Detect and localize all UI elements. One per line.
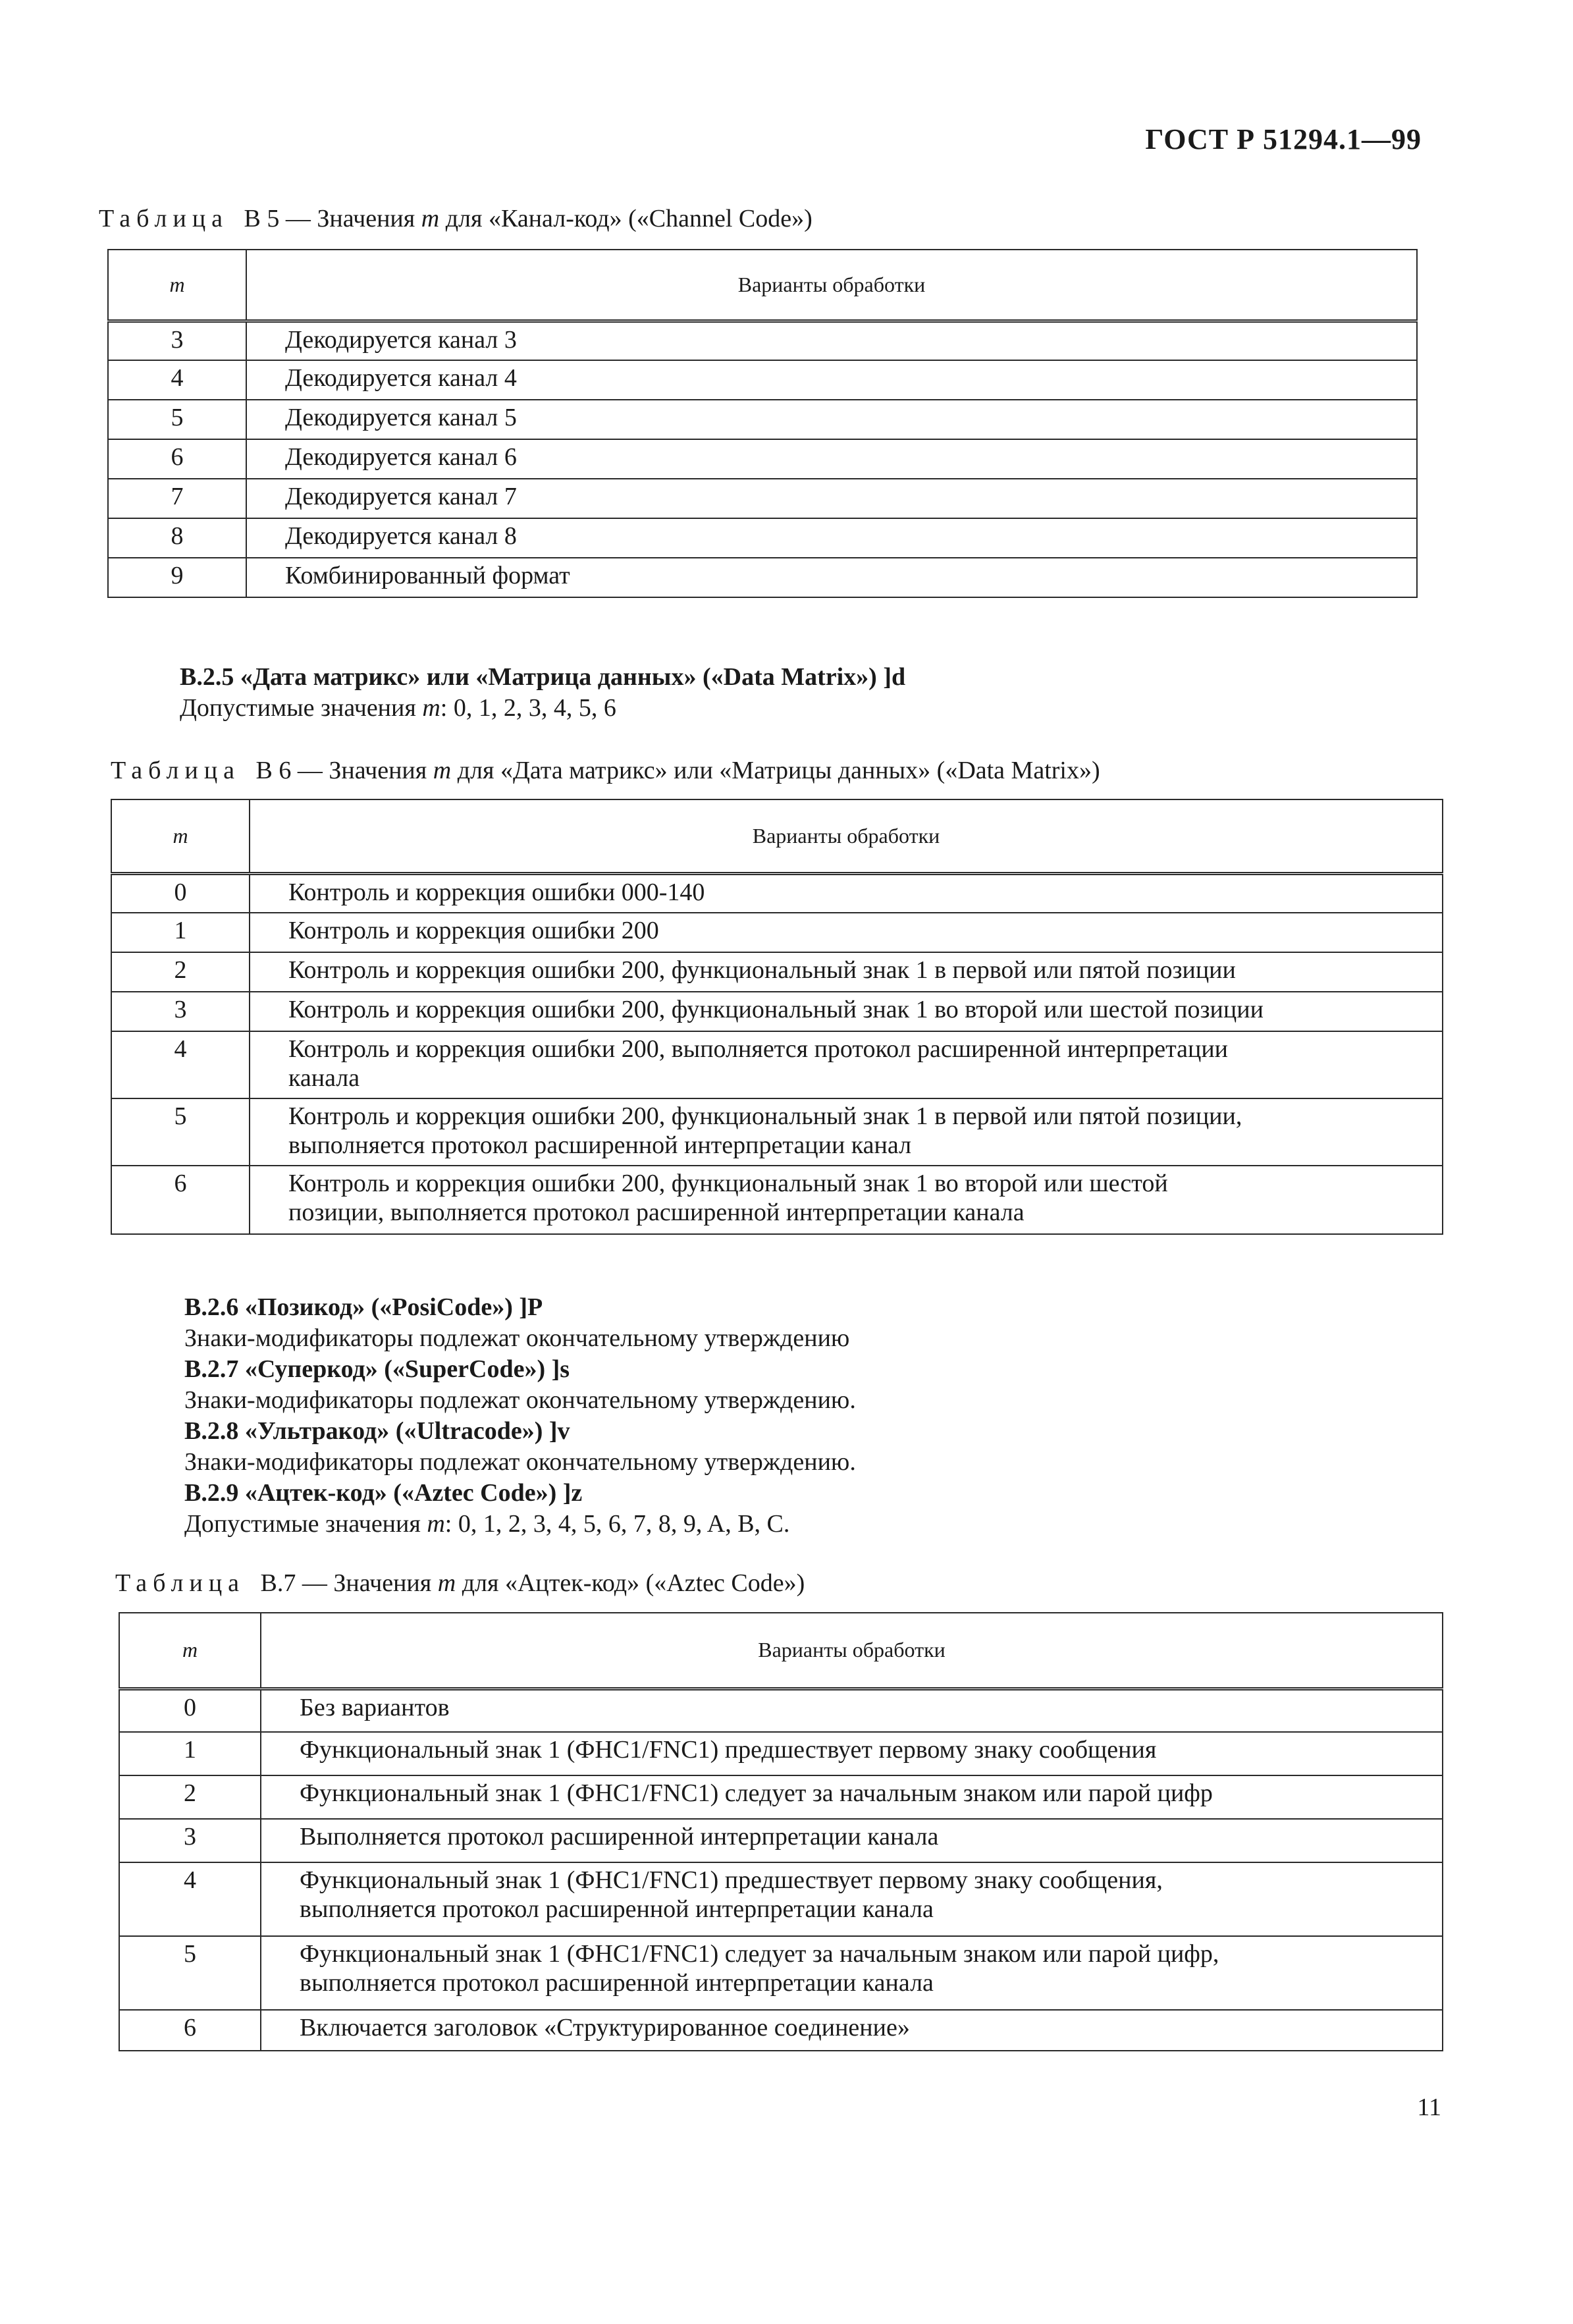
table7-cell-line: Выполняется протокол расширенной интерпретации канала (300, 1823, 939, 1851)
table7-cell-m: 3 (119, 1819, 261, 1862)
table-row (119, 2010, 1443, 2051)
table6-cell-line: позиции, выполняется протокол расширенной интерпретации канала (288, 1199, 1025, 1227)
table-row (119, 1862, 1443, 1936)
table6-cell-text (250, 1098, 1443, 1166)
section-b25-allowed (180, 693, 905, 724)
table7-cell-line: Включается заголовок «Структурированное соединение» (300, 2014, 910, 2041)
table5-cell-text: Декодируется канал 5 (246, 400, 1417, 439)
table5-cell-text: Декодируется канал 7 (246, 479, 1417, 518)
table5-caption-var: m (421, 205, 440, 232)
table-row (119, 1819, 1443, 1862)
table7-cell-m: 4 (119, 1862, 261, 1936)
table-row (111, 1166, 1443, 1234)
table5-caption-number: В 5 — (244, 205, 311, 232)
table6-cell-line: Контроль и коррекция ошибки 200, функциональный знак 1 в первой или пятой позиции (288, 956, 1236, 984)
table5-col-m: m (108, 250, 246, 321)
table6-cell-text (250, 913, 1443, 952)
table5-cell-m: 3 (108, 321, 246, 360)
table6-cell-line: Контроль и коррекция ошибки 200, функциональный знак 1 во второй или шестой (288, 1170, 1168, 1197)
table6-caption (111, 756, 1100, 785)
table6-cell-m: 2 (111, 952, 250, 992)
table-row (111, 1031, 1443, 1098)
table7-cell-text (261, 1819, 1443, 1862)
section-b27-text: Знаки-модификаторы подлежат окончательному утверждению. (184, 1386, 856, 1414)
table6-col-variants: Варианты обработки (250, 799, 1443, 873)
table6-cell-text (250, 952, 1443, 992)
table7-cell-text (261, 1862, 1443, 1936)
table-row (111, 873, 1443, 913)
table7-cell-line: выполняется протокол расширенной интерпретации канала (300, 1895, 934, 1924)
table6-caption-var: m (433, 757, 452, 784)
table6-cell-m: 5 (111, 1098, 250, 1166)
table5-cell-text: Декодируется канал 3 (246, 321, 1417, 360)
table7-cell-m: 1 (119, 1732, 261, 1775)
table5-caption-rest: для «Канал-код» («Channel Code») (445, 205, 813, 232)
table6-cell-text (250, 873, 1443, 913)
table5-cell-text: Комбинированный формат (246, 558, 1417, 597)
table5-cell-m: 7 (108, 479, 246, 518)
table6-cell-line: Контроль и коррекция ошибки 200, функциональный знак 1 в первой или пятой позиции, (288, 1102, 1242, 1130)
table5-cell-text: Декодируется канал 6 (246, 439, 1417, 479)
table7-cell-text (261, 1775, 1443, 1819)
table7-cell-m: 6 (119, 2010, 261, 2051)
allowed-prefix: Допустимые значения (180, 694, 416, 722)
table7 (119, 1612, 1443, 2051)
section-b28-text: Знаки-модификаторы подлежат окончательному утверждению. (184, 1448, 856, 1476)
table7-cell-m: 0 (119, 1689, 261, 1732)
table-row (108, 439, 1417, 479)
table-row (108, 321, 1417, 360)
table-row (108, 518, 1417, 558)
allowed-prefix: Допустимые значения (184, 1510, 421, 1538)
table6 (111, 799, 1443, 1235)
page-number: 11 (1417, 2094, 1441, 2121)
table6-cell-m: 4 (111, 1031, 250, 1098)
table5-cell-m: 8 (108, 518, 246, 558)
table7-cell-text (261, 1732, 1443, 1775)
table6-cell-line: Контроль и коррекция ошибки 200, функциональный знак 1 во второй или шестой позиции (288, 996, 1264, 1023)
allowed-var: m (422, 694, 440, 722)
table-row (108, 558, 1417, 597)
section-b25-heading: В.2.5 «Дата матрикс» или «Матрица данных» («Data Matrix») ]d (180, 663, 906, 691)
allowed-var: m (427, 1510, 445, 1538)
table6-cell-line: канала (288, 1064, 360, 1093)
table-row (119, 1775, 1443, 1819)
section-b29-allowed (184, 1509, 856, 1540)
table-row (119, 1732, 1443, 1775)
table5-cell-m: 4 (108, 360, 246, 400)
table-row (108, 479, 1417, 518)
table6-caption-rest: для «Дата матрикс» или «Матрицы данных» («Data Matrix») (457, 757, 1100, 784)
table7-cell-text (261, 2010, 1443, 2051)
table6-col-m: m (111, 799, 250, 873)
table-row (119, 1936, 1443, 2010)
table7-cell-line: Функциональный знак 1 (ФНС1/FNC1) предшествует первому знаку сообщения, (300, 1866, 1163, 1894)
table6-cell-text (250, 992, 1443, 1031)
table7-caption-var: m (437, 1569, 456, 1597)
table6-cell-text (250, 1166, 1443, 1234)
table7-cell-text (261, 1936, 1443, 2010)
section-b29-heading: В.2.9 «Ацтек-код» («Aztec Code») ]z (184, 1479, 583, 1507)
table7-cell-line: Без вариантов (300, 1693, 450, 1721)
table7-cell-line: Функциональный знак 1 (ФНС1/FNC1) следует за начальным знаком или парой цифр (300, 1779, 1213, 1807)
table-row (108, 400, 1417, 439)
table7-col-variants: Варианты обработки (261, 1613, 1443, 1689)
section-b26-heading: В.2.6 «Позикод» («PosiCode») ]P (184, 1293, 543, 1321)
table6-cell-line: выполняется протокол расширенной интерпретации канал (288, 1131, 912, 1160)
table6-cell-line: Контроль и коррекция ошибки 000-140 (288, 878, 705, 906)
section-b26-text: Знаки-модификаторы подлежат окончательному утверждению (184, 1324, 850, 1352)
table-row (111, 913, 1443, 952)
table5-col-variants: Варианты обработки (246, 250, 1417, 321)
table-row (111, 952, 1443, 992)
allowed-values: : 0, 1, 2, 3, 4, 5, 6 (440, 694, 616, 722)
table7-caption-prefix: Значения (333, 1569, 432, 1597)
table6-caption-number: В 6 — (255, 757, 323, 784)
table7-caption-rest: для «Ацтек-код» («Aztec Code») (462, 1569, 805, 1597)
table6-caption-prefix: Значения (329, 757, 427, 784)
table6-cell-m: 1 (111, 913, 250, 952)
table7-cell-m: 2 (119, 1775, 261, 1819)
table7-cell-m: 5 (119, 1936, 261, 2010)
section-b25 (180, 662, 905, 724)
table6-cell-text (250, 1031, 1443, 1098)
table6-cell-m: 3 (111, 992, 250, 1031)
table5-caption-prefix: Значения (317, 205, 415, 232)
table-row (111, 992, 1443, 1031)
table5-cell-m: 9 (108, 558, 246, 597)
section-b28-heading: В.2.8 «Ультракод» («Ultracode») ]v (184, 1417, 570, 1445)
table7-cell-line: Функциональный знак 1 (ФНС1/FNC1) предшествует первому знаку сообщения (300, 1736, 1157, 1764)
table5-cell-m: 5 (108, 400, 246, 439)
table5-cell-text: Декодируется канал 4 (246, 360, 1417, 400)
table5-cell-m: 6 (108, 439, 246, 479)
table5-caption-label: Таблица (99, 205, 229, 232)
table5-cell-text: Декодируется канал 8 (246, 518, 1417, 558)
sections-b26-b29 (184, 1292, 856, 1540)
table6-cell-line: Контроль и коррекция ошибки 200 (288, 917, 659, 944)
table6-cell-m: 0 (111, 873, 250, 913)
table6-caption-label: Таблица (111, 757, 241, 784)
table7-caption (115, 1569, 805, 1598)
table7-cell-line: Функциональный знак 1 (ФНС1/FNC1) следует за начальным знаком или парой цифр, (300, 1940, 1219, 1968)
table6-cell-m: 6 (111, 1166, 250, 1234)
table5-caption (99, 204, 813, 233)
table7-caption-number: В.7 — (260, 1569, 327, 1597)
table7-cell-line: выполняется протокол расширенной интерпретации канала (300, 1969, 934, 1997)
table5 (107, 249, 1418, 598)
table7-col-m: m (119, 1613, 261, 1689)
table-row (111, 1098, 1443, 1166)
table7-caption-label: Таблица (115, 1569, 246, 1597)
table-row (108, 360, 1417, 400)
table-row (119, 1689, 1443, 1732)
allowed-values: : 0, 1, 2, 3, 4, 5, 6, 7, 8, 9, A, B, C. (444, 1510, 790, 1538)
table6-cell-line: Контроль и коррекция ошибки 200, выполняется протокол расширенной интерпретации (288, 1035, 1229, 1063)
document-code: ГОСТ Р 51294.1—99 (1145, 123, 1422, 155)
table7-cell-text (261, 1689, 1443, 1732)
section-b27-heading: В.2.7 «Суперкод» («SuperCode») ]s (184, 1355, 570, 1383)
